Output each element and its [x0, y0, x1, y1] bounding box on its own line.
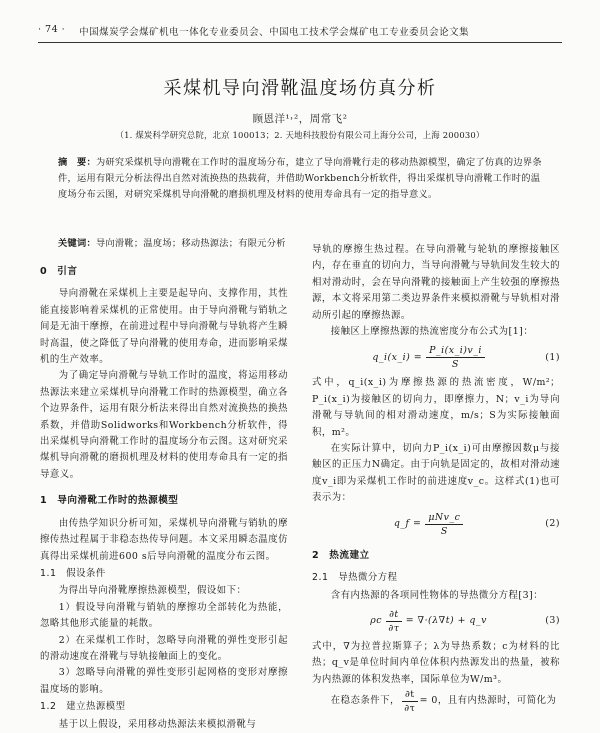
abstract-text: 为研究采煤机导向滑靴在工作时的温度场分布，建立了导向滑靴行走的移动热源模型，确定了仿真的边界条件，运用有限元分析法得出自然对流换热的热载荷，并借助Workbench分析软件，得出采煤机导向滑靴工作时的温度场分布云图，对研究采煤机导向滑靴的磨损机理及材料的使用寿命具有一定的指导意义。 [58, 157, 542, 201]
paragraph: 接触区上摩擦热源的热流密度分布公式为[1]： [330, 326, 534, 338]
equation-3 [312, 608, 560, 635]
equation-1 [312, 344, 560, 371]
eq1-numerator: P_i(x_i)v_i [426, 344, 485, 358]
paper-authors: 顾恩洋¹˒²，周常飞² [252, 113, 348, 125]
paragraph: 为得出导向滑靴摩擦热源模型，假设如下： [58, 585, 247, 597]
paper-affiliation: （1. 煤炭科学研究总院，北京 100013；2. 天地科技股份有限公司上海分公司，上海 200030） [115, 130, 485, 140]
paragraph: 导轨的摩擦生热过程。在导向滑靴与轮轨的摩擦接触区内，存在垂直的切向力，当导向滑靴与导轨间发生较大的相对滑动时，会在导向滑靴的接触面上产生较强的摩擦热源，本文将采用第二类边界条件来模拟滑靴与导轨相对滑动所引起的摩擦热源。 [312, 244, 560, 321]
eq3-rhs: = ∇·(λ∇t) + q_v [405, 615, 487, 627]
equation-2 [312, 511, 560, 538]
subsection-1-2-heading: 1.2 建立热源模型 [40, 701, 126, 713]
paragraph: 3）忽略导向滑靴的弹性变形引起网格的变形对摩擦温度场的影响。 [40, 667, 288, 695]
eq3-denominator: ∂τ [388, 622, 400, 634]
eq1-number: (1) [545, 351, 560, 363]
eq3-lhs: ρc [370, 615, 383, 627]
p7-denominator: ∂τ [404, 703, 416, 715]
running-head-text: 中国煤炭学会煤矿机电一体化专业委员会、中国电工技术学会煤矿电工专业委员会论文集 [79, 27, 470, 38]
eq3-numerator: ∂t [386, 608, 402, 622]
subsection-1-1-heading: 1.1 假设条件 [40, 567, 106, 579]
p7-end: = 0，且有内热源时，可简化为 [419, 695, 557, 707]
eq2-lhs: q_f = [393, 517, 422, 529]
eq1-denominator: S [452, 359, 459, 371]
running-head [38, 24, 562, 38]
subsection-2-1-heading: 2.1 导热微分方程 [312, 572, 398, 584]
eq2-denominator: S [440, 525, 448, 537]
section-1-heading: 1 导向滑靴工作时的热源模型 [40, 495, 179, 507]
keywords-text: 导向滑靴；温度场；移动热源法；有限元分析 [95, 238, 286, 249]
p7-numerator: ∂t [402, 688, 418, 702]
paragraph: 在实际计算中，切向力P_i(x_i)可由摩擦因数μ与接触区的正压力N确定。由于向轨是固定的，故相对滑动速度v_i即为采煤机工作时的前进速度v_c。这样式(1)也可表示为： [312, 443, 560, 504]
paragraph: 基于以上假设，采用移动热源法来模拟滑靴与 [58, 718, 257, 730]
abstract-label: 摘 要： [58, 157, 96, 168]
paragraph: 含有内热源的各项同性物体的导热微分方程[3]： [330, 589, 544, 601]
paragraph: 1）假设导向滑靴与销轨的摩擦功全部转化为热能，忽略其他形式能量的耗散。 [40, 601, 288, 630]
paragraph: 式中，∇为拉普拉斯算子；λ为导热系数；c为材料的比热；q_v是单位时间内单位体积内热源发出的热量，被称为内热源的体积发热率，国际单位为W/m³。 [312, 640, 560, 685]
paragraph: 由传热学知识分析可知，采煤机导向滑靴与销轨的摩擦传热过程属于非稳态热传导问题。本文采用瞬态温度仿真得出采煤机前进600 s后导向滑靴的温度分布云图。 [40, 517, 288, 562]
section-0-heading: 0 引言 [40, 266, 78, 277]
abstract [58, 155, 542, 204]
paper-title: 采煤机导向滑靴温度场仿真分析 [163, 78, 437, 99]
paragraph [312, 688, 560, 715]
paragraph: 导向滑靴在采煤机上主要是起导向、支撑作用，其性能直接影响着采煤机的正常使用。由于导向滑靴与销轨之间是无油干摩擦，在前进过程中导向滑靴与导轨将产生瞬时高温，使之降低了导向滑靴的使用寿命，进而影响采煤机的生产效率。 [40, 288, 288, 366]
left-column [40, 242, 288, 733]
p7-start: 在稳态条件下， [330, 695, 400, 707]
paragraph: 为了确定导向滑靴与导轨工作时的温度，将运用移动热源法来建立采煤机导向滑靴工作时的热源模型，确立各个边界条件，运用有限分析法来得出自然对流换热的换热系数，并借助Solidworks和Workbench分析软件，得出采煤机导向滑靴工作时的温度场分布云图。这对研究采煤机导向滑靴的磨损机理及材料的使用寿命具有一定的指导意义。 [40, 370, 288, 480]
header-rule [38, 42, 562, 43]
paragraph: 2）在采煤机工作时，忽略导向滑靴的弹性变形引起的滑动速度在滑靴与导轨接触面上的变化。 [40, 634, 288, 662]
eq2-number: (2) [545, 517, 560, 529]
eq2-numerator: μNv_c [425, 511, 463, 525]
page-number: · 74 · [38, 24, 66, 35]
paragraph: 式中，q_i(x_i)为摩擦热源的热流密度，W/m²；P_i(x_i)为接触区的切向力，即摩擦力，N；v_i为导向滑靴与导轨间的相对滑动速度，m/s；S为实际接触面积，m²。 [312, 377, 560, 438]
keywords-label: 关键词： [58, 238, 96, 249]
right-column [312, 242, 560, 715]
section-2-heading: 2 热流建立 [312, 549, 370, 561]
eq1-lhs: q_i(x_i) = [372, 351, 423, 363]
eq3-number: (3) [545, 615, 560, 627]
